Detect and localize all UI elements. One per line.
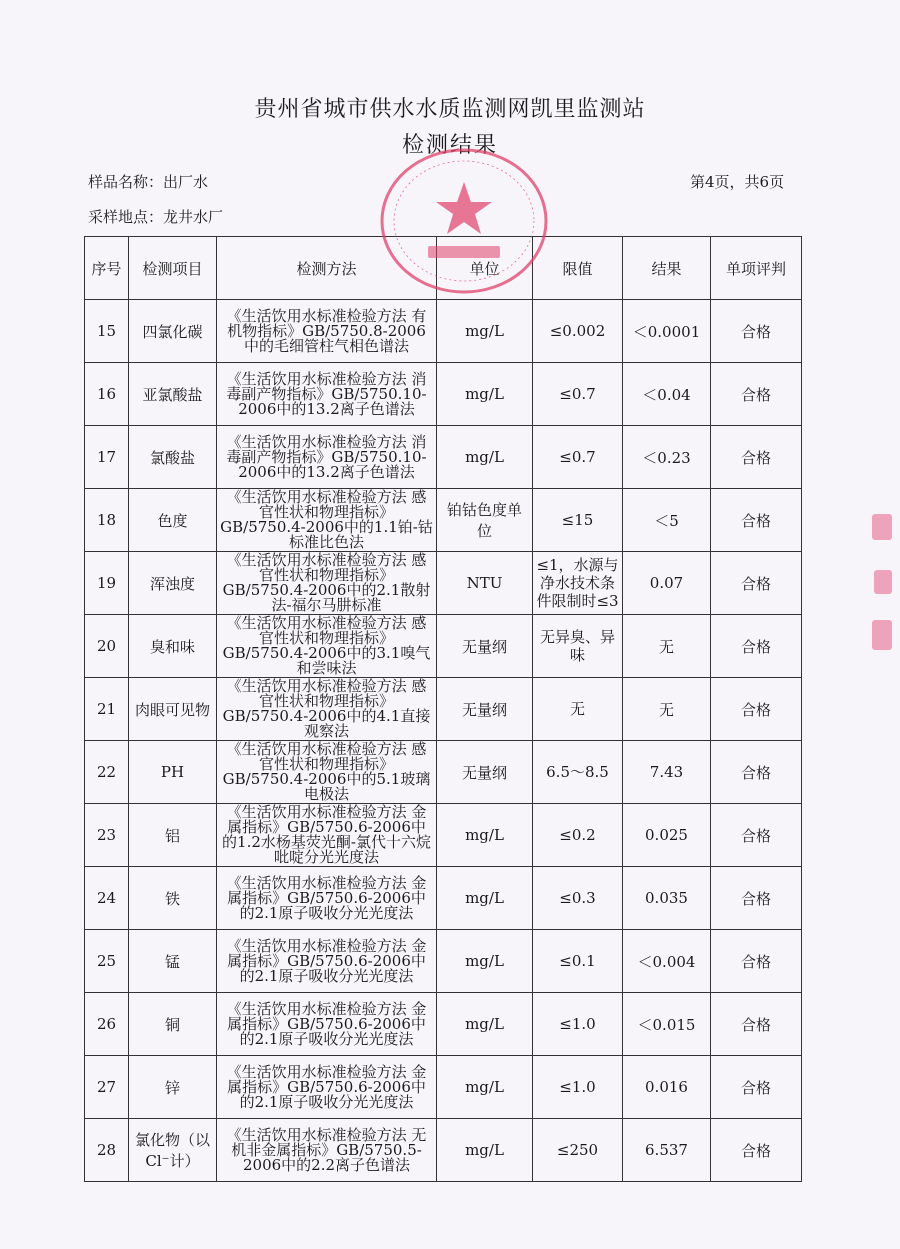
limit-cell: ≤0.7	[533, 426, 623, 489]
header-verdict: 单项评判	[711, 237, 802, 300]
method-cell: 《生活饮用水标准检验方法 感官性状和物理指标》GB/5750.4-2006中的5.1玻璃电极法	[217, 741, 437, 804]
verdict-cell: 合格	[711, 1056, 802, 1119]
row-number-cell: 28	[85, 1119, 129, 1182]
item-name-cell: 氯化物（以Cl⁻计）	[129, 1119, 217, 1182]
item-name-cell: 色度	[129, 489, 217, 552]
row-number-cell: 15	[85, 300, 129, 363]
item-name-cell: 铝	[129, 804, 217, 867]
row-number-cell: 21	[85, 678, 129, 741]
verdict-cell: 合格	[711, 804, 802, 867]
table-row	[85, 993, 802, 1056]
method-cell: 《生活饮用水标准检验方法 感官性状和物理指标》GB/5750.4-2006中的2.1散射法-福尔马肼标准	[217, 552, 437, 615]
table-row	[85, 804, 802, 867]
item-name-cell: PH	[129, 741, 217, 804]
table-row	[85, 363, 802, 426]
method-cell: 《生活饮用水标准检验方法 感官性状和物理指标》GB/5750.4-2006中的4.1直接观察法	[217, 678, 437, 741]
table-row	[85, 930, 802, 993]
verdict-cell: 合格	[711, 741, 802, 804]
sample-name-label: 样品名称：出厂水	[88, 173, 209, 191]
verdict-cell: 合格	[711, 993, 802, 1056]
row-number-cell: 24	[85, 867, 129, 930]
limit-cell: 6.5～8.5	[533, 741, 623, 804]
row-number-cell: 19	[85, 552, 129, 615]
unit-cell: 铂钴色度单位	[437, 489, 533, 552]
result-cell: 7.43	[623, 741, 711, 804]
item-name-cell: 肉眼可见物	[129, 678, 217, 741]
limit-cell: ≤0.2	[533, 804, 623, 867]
verdict-cell: 合格	[711, 363, 802, 426]
row-number-cell: 27	[85, 1056, 129, 1119]
result-cell: ＜0.0001	[623, 300, 711, 363]
unit-cell: mg/L	[437, 993, 533, 1056]
unit-cell: NTU	[437, 552, 533, 615]
row-number-cell: 20	[85, 615, 129, 678]
item-name-cell: 锌	[129, 1056, 217, 1119]
unit-cell: mg/L	[437, 1119, 533, 1182]
header-result: 结果	[623, 237, 711, 300]
row-number-cell: 18	[85, 489, 129, 552]
limit-cell: ≤0.1	[533, 930, 623, 993]
result-cell: 无	[623, 678, 711, 741]
table-row	[85, 678, 802, 741]
verdict-cell: 合格	[711, 489, 802, 552]
table-row	[85, 300, 802, 363]
result-cell: ＜0.04	[623, 363, 711, 426]
unit-cell: mg/L	[437, 867, 533, 930]
row-number-cell: 26	[85, 993, 129, 1056]
result-cell: 无	[623, 615, 711, 678]
table-row	[85, 615, 802, 678]
item-name-cell: 亚氯酸盐	[129, 363, 217, 426]
row-number-cell: 22	[85, 741, 129, 804]
verdict-cell: 合格	[711, 426, 802, 489]
method-cell: 《生活饮用水标准检验方法 感官性状和物理指标》GB/5750.4-2006中的3.1嗅气和尝味法	[217, 615, 437, 678]
verdict-cell: 合格	[711, 615, 802, 678]
table-row	[85, 1056, 802, 1119]
item-name-cell: 四氯化碳	[129, 300, 217, 363]
table-row	[85, 489, 802, 552]
table-row	[85, 426, 802, 489]
method-cell: 《生活饮用水标准检验方法 金属指标》GB/5750.6-2006中的1.2水杨基荧光酮-氯代十六烷吡啶分光光度法	[217, 804, 437, 867]
method-cell: 《生活饮用水标准检验方法 无机非金属指标》GB/5750.5-2006中的2.2离子色谱法	[217, 1119, 437, 1182]
item-name-cell: 锰	[129, 930, 217, 993]
limit-cell: ≤1.0	[533, 1056, 623, 1119]
result-cell: ＜0.23	[623, 426, 711, 489]
sampling-location-label: 采样地点：龙井水厂	[88, 208, 224, 226]
table-row	[85, 867, 802, 930]
unit-cell: mg/L	[437, 804, 533, 867]
verdict-cell: 合格	[711, 300, 802, 363]
results-table	[84, 236, 802, 1182]
limit-cell: ≤1，水源与净水技术条件限制时≤3	[533, 552, 623, 615]
item-name-cell: 浑浊度	[129, 552, 217, 615]
limit-cell: ≤250	[533, 1119, 623, 1182]
table-header-row	[85, 237, 802, 300]
result-cell: ＜0.015	[623, 993, 711, 1056]
item-name-cell: 铁	[129, 867, 217, 930]
verdict-cell: 合格	[711, 930, 802, 993]
verdict-cell: 合格	[711, 1119, 802, 1182]
document-subtitle: 检测结果	[401, 133, 498, 158]
unit-cell: 无量纲	[437, 741, 533, 804]
method-cell: 《生活饮用水标准检验方法 消毒副产物指标》GB/5750.10-2006中的13.2离子色谱法	[217, 363, 437, 426]
unit-cell: mg/L	[437, 1056, 533, 1119]
row-number-cell: 17	[85, 426, 129, 489]
limit-cell: ≤0.7	[533, 363, 623, 426]
limit-cell: ≤0.3	[533, 867, 623, 930]
table-row	[85, 552, 802, 615]
document-title: 贵州省城市供水水质监测网凯里监测站	[254, 97, 646, 122]
verdict-cell: 合格	[711, 678, 802, 741]
table-row	[85, 1119, 802, 1182]
limit-cell: 无异臭、异味	[533, 615, 623, 678]
result-cell: 0.07	[623, 552, 711, 615]
row-number-cell: 23	[85, 804, 129, 867]
limit-cell: ≤0.002	[533, 300, 623, 363]
method-cell: 《生活饮用水标准检验方法 金属指标》GB/5750.6-2006中的2.1原子吸收分光光度法	[217, 1056, 437, 1119]
result-cell: 0.016	[623, 1056, 711, 1119]
header-limit: 限值	[533, 237, 623, 300]
result-cell: ＜5	[623, 489, 711, 552]
page-info: 第4页，共6页	[690, 173, 785, 191]
limit-cell: ≤15	[533, 489, 623, 552]
verdict-cell: 合格	[711, 552, 802, 615]
result-cell: 0.035	[623, 867, 711, 930]
method-cell: 《生活饮用水标准检验方法 金属指标》GB/5750.6-2006中的2.1原子吸收分光光度法	[217, 930, 437, 993]
result-cell: 6.537	[623, 1119, 711, 1182]
unit-cell: 无量纲	[437, 615, 533, 678]
result-cell: ＜0.004	[623, 930, 711, 993]
unit-cell: mg/L	[437, 426, 533, 489]
unit-cell: mg/L	[437, 930, 533, 993]
header-unit: 单位	[437, 237, 533, 300]
item-name-cell: 臭和味	[129, 615, 217, 678]
method-cell: 《生活饮用水标准检验方法 金属指标》GB/5750.6-2006中的2.1原子吸收分光光度法	[217, 867, 437, 930]
method-cell: 《生活饮用水标准检验方法 感官性状和物理指标》GB/5750.4-2006中的1.1铂-钴标准比色法	[217, 489, 437, 552]
result-cell: 0.025	[623, 804, 711, 867]
header-method: 检测方法	[217, 237, 437, 300]
verdict-cell: 合格	[711, 867, 802, 930]
row-number-cell: 16	[85, 363, 129, 426]
method-cell: 《生活饮用水标准检验方法 金属指标》GB/5750.6-2006中的2.1原子吸收分光光度法	[217, 993, 437, 1056]
unit-cell: mg/L	[437, 300, 533, 363]
partial-seal-edge	[868, 500, 900, 700]
row-number-cell: 25	[85, 930, 129, 993]
limit-cell: ≤1.0	[533, 993, 623, 1056]
method-cell: 《生活饮用水标准检验方法 有机物指标》GB/5750.8-2006中的毛细管柱气相色谱法	[217, 300, 437, 363]
method-cell: 《生活饮用水标准检验方法 消毒副产物指标》GB/5750.10-2006中的13.2离子色谱法	[217, 426, 437, 489]
item-name-cell: 氯酸盐	[129, 426, 217, 489]
header-item: 检测项目	[129, 237, 217, 300]
unit-cell: mg/L	[437, 363, 533, 426]
item-name-cell: 铜	[129, 993, 217, 1056]
unit-cell: 无量纲	[437, 678, 533, 741]
table-row	[85, 741, 802, 804]
header-no: 序号	[85, 237, 129, 300]
limit-cell: 无	[533, 678, 623, 741]
